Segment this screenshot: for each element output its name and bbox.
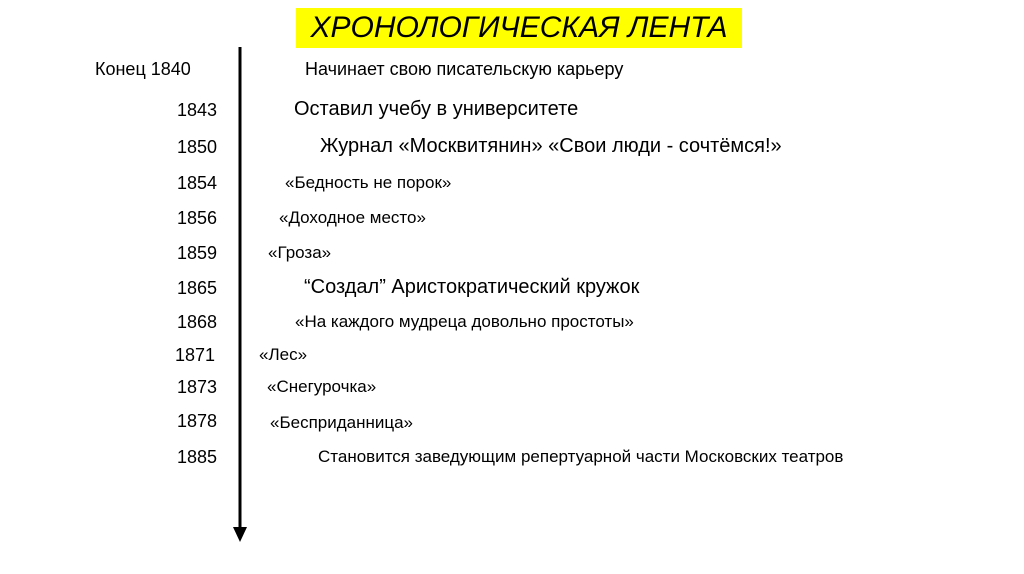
timeline-year: 1871 <box>175 345 216 365</box>
timeline-year: 1843 <box>177 100 218 120</box>
timeline-event: Становится заведующим репертуарной части Московских театров <box>318 447 844 466</box>
timeline-event: «Гроза» <box>268 243 332 262</box>
timeline-year: 1878 <box>177 411 218 431</box>
arrow-down-icon <box>233 527 247 542</box>
timeline-event: «Бедность не порок» <box>285 173 452 192</box>
timeline-event: Журнал «Москвитянин» «Свои люди - сочтёмся!» <box>320 135 782 157</box>
timeline-event: «Лес» <box>259 345 308 364</box>
timeline-event: Оставил учебу в университете <box>294 98 579 120</box>
timeline-year: 1865 <box>177 278 218 298</box>
timeline-year: 1859 <box>177 243 218 263</box>
timeline-event: «Бесприданница» <box>270 413 414 432</box>
timeline-year: 1873 <box>177 377 218 397</box>
timeline-year: 1850 <box>177 137 218 157</box>
timeline-year: 1856 <box>177 208 218 228</box>
timeline-event: “Создал” Аристократический кружок <box>304 276 640 298</box>
timeline-event: «Доходное место» <box>279 208 426 227</box>
timeline-year: Конец 1840 <box>95 59 191 79</box>
timeline-event: «На каждого мудреца довольно простоты» <box>295 312 634 331</box>
page-title: ХРОНОЛОГИЧЕСКАЯ ЛЕНТА <box>296 8 742 48</box>
timeline-event: «Снегурочка» <box>267 377 377 396</box>
timeline-year: 1885 <box>177 447 218 467</box>
timeline-year: 1854 <box>177 173 218 193</box>
timeline-event: Начинает свою писательскую карьеру <box>305 59 624 79</box>
timeline-year: 1868 <box>177 312 218 332</box>
